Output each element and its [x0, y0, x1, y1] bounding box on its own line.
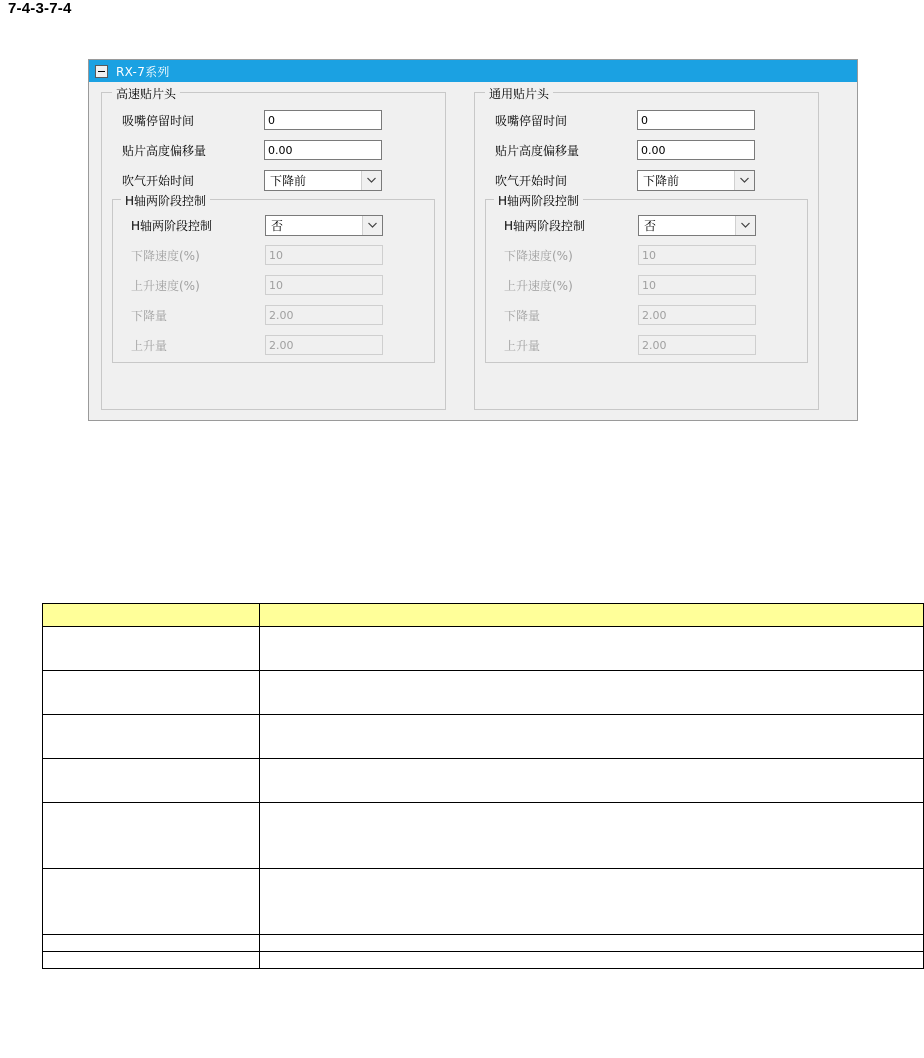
- table-row: [43, 671, 924, 715]
- field-label: 吹气开始时间: [495, 173, 568, 188]
- field-row: [112, 169, 435, 191]
- combo-value: 否: [271, 218, 284, 233]
- field-label: 贴片高度偏移量: [495, 143, 580, 158]
- chevron-down-icon[interactable]: [361, 171, 381, 190]
- field-row: [494, 304, 799, 326]
- table-cell: [43, 627, 260, 671]
- field-label: 吸嘴停留时间: [495, 113, 568, 128]
- table-cell: [43, 803, 260, 869]
- table-cell: [260, 759, 924, 803]
- table-row: [43, 935, 924, 952]
- descent-amount-input: 2.00: [265, 305, 383, 325]
- field-label: 上升量: [504, 338, 541, 353]
- ascent-amount-input: 2.00: [638, 335, 756, 355]
- field-row: [121, 274, 426, 296]
- table-cell: [43, 671, 260, 715]
- chevron-down-icon[interactable]: [735, 216, 755, 235]
- ascent-speed-input: 10: [638, 275, 756, 295]
- subgroup-h-axis-two-stage-2: [485, 194, 808, 363]
- field-label: H轴两阶段控制: [504, 218, 586, 233]
- minus-icon[interactable]: [95, 65, 108, 78]
- field-row: [121, 334, 426, 356]
- h-axis-two-stage-select[interactable]: [638, 215, 756, 236]
- table-cell: [43, 935, 260, 952]
- ascent-speed-input: 10: [265, 275, 383, 295]
- blow-start-time-select[interactable]: [637, 170, 755, 191]
- table-cell: [260, 952, 924, 969]
- table-row: [43, 952, 924, 969]
- table-row: [43, 715, 924, 759]
- descent-speed-input: 10: [265, 245, 383, 265]
- table-cell: [260, 803, 924, 869]
- field-row: [112, 139, 435, 161]
- table-cell: [260, 935, 924, 952]
- subgroup-legend: H轴两阶段控制: [121, 192, 210, 209]
- table-row: [43, 627, 924, 671]
- panel-titlebar: [89, 60, 857, 82]
- descent-amount-input: 2.00: [638, 305, 756, 325]
- table-header-cell: [260, 604, 924, 627]
- field-label: 下降速度(%): [504, 248, 573, 263]
- table-cell: [260, 869, 924, 935]
- group-general-head: [474, 87, 819, 410]
- group-legend: 高速贴片头: [112, 85, 180, 102]
- subgroup-legend: H轴两阶段控制: [494, 192, 583, 209]
- field-label: 下降速度(%): [131, 248, 200, 263]
- parameter-table: [42, 603, 924, 969]
- chevron-down-icon[interactable]: [734, 171, 754, 190]
- field-row: [494, 274, 799, 296]
- panel-body: [89, 82, 857, 420]
- table-cell: [260, 627, 924, 671]
- page-title: 7-4-3-7-4: [8, 0, 72, 17]
- table-row: [43, 869, 924, 935]
- group-high-speed-head: [101, 87, 446, 410]
- group-legend: 通用贴片头: [485, 85, 553, 102]
- placement-height-offset-input[interactable]: 0.00: [637, 140, 755, 160]
- field-label: 下降量: [131, 308, 168, 323]
- field-row: [494, 334, 799, 356]
- table-cell: [43, 952, 260, 969]
- blow-start-time-select[interactable]: [264, 170, 382, 191]
- table-cell: [43, 759, 260, 803]
- nozzle-dwell-time-input[interactable]: 0: [637, 110, 755, 130]
- panel-title: RX-7系列: [116, 64, 170, 79]
- table-cell: [43, 869, 260, 935]
- placement-height-offset-input[interactable]: 0.00: [264, 140, 382, 160]
- field-label: 贴片高度偏移量: [122, 143, 207, 158]
- descent-speed-input: 10: [638, 245, 756, 265]
- field-label: 上升速度(%): [504, 278, 573, 293]
- field-row: [121, 214, 426, 236]
- field-label: 下降量: [504, 308, 541, 323]
- table-row: [43, 759, 924, 803]
- rx7-settings-panel: [88, 59, 858, 421]
- field-row: [485, 139, 808, 161]
- h-axis-two-stage-select[interactable]: [265, 215, 383, 236]
- field-row: [121, 244, 426, 266]
- combo-value: 下降前: [270, 173, 307, 188]
- combo-value: 下降前: [643, 173, 680, 188]
- field-label: 吸嘴停留时间: [122, 113, 195, 128]
- field-row: [485, 109, 808, 131]
- field-label: 上升速度(%): [131, 278, 200, 293]
- table-row: [43, 803, 924, 869]
- subgroup-h-axis-two-stage-1: [112, 194, 435, 363]
- table-cell: [260, 671, 924, 715]
- field-row: [121, 304, 426, 326]
- field-label: 吹气开始时间: [122, 173, 195, 188]
- table-header-cell: [43, 604, 260, 627]
- nozzle-dwell-time-input[interactable]: 0: [264, 110, 382, 130]
- field-label: H轴两阶段控制: [131, 218, 213, 233]
- field-row: [485, 169, 808, 191]
- field-row: [494, 214, 799, 236]
- table-header-row: [43, 604, 924, 627]
- field-row: [112, 109, 435, 131]
- combo-value: 否: [644, 218, 657, 233]
- table-cell: [260, 715, 924, 759]
- ascent-amount-input: 2.00: [265, 335, 383, 355]
- field-label: 上升量: [131, 338, 168, 353]
- chevron-down-icon[interactable]: [362, 216, 382, 235]
- table-cell: [43, 715, 260, 759]
- field-row: [494, 244, 799, 266]
